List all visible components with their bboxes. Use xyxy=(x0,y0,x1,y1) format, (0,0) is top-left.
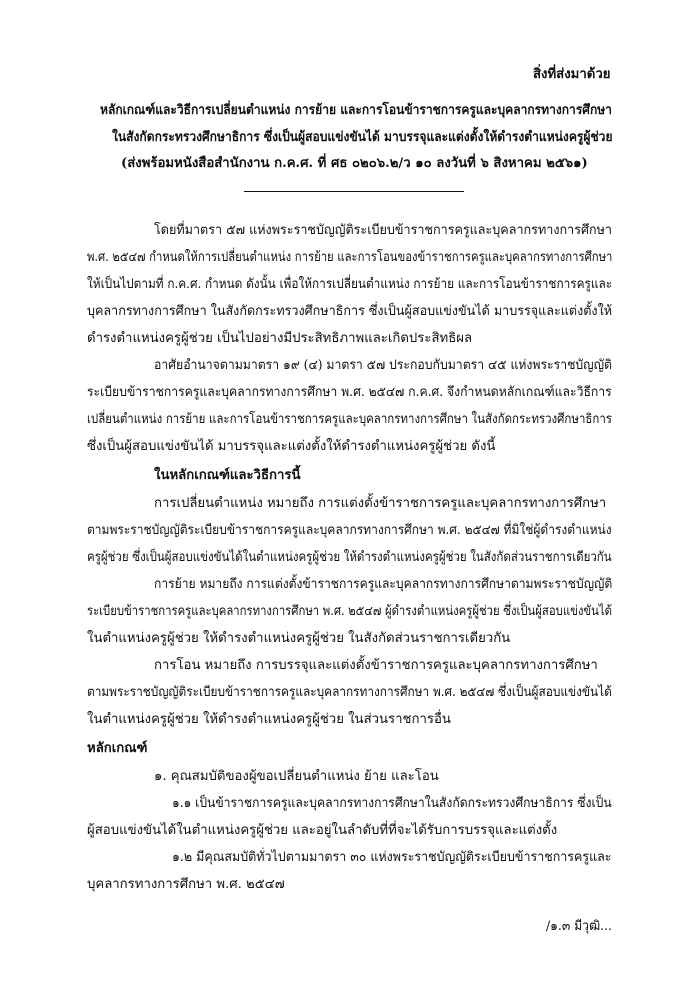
paragraph-2-line-3: เปลี่ยนตำแหน่ง การย้าย และการโอนข้าราชการครูและบุคลากรทางการศึกษา ในสังกัดกระทรวงศึกษาธิการ xyxy=(87,412,612,427)
paragraph-1-line-5: ดำรงตำแหน่งครูผู้ช่วย เป็นไปอย่างมีประสิทธิภาพและเกิดประสิทธิผล xyxy=(87,331,473,346)
paragraph-1-line-1: โดยที่มาตรา ๕๗ แห่งพระราชบัญญัติระเบียบข้าราชการครูและบุคลากรทางการศึกษา xyxy=(154,223,613,238)
attachment-label: สิ่งที่ส่งมาด้วย xyxy=(533,67,611,82)
definition-3-line-1: การโอน หมายถึง การบรรจุและแต่งตั้งข้าราชการครูและบุคลากรทางการศึกษา xyxy=(154,658,598,673)
definition-2-line-1: การย้าย หมายถึง การแต่งตั้งข้าราชการครูและบุคลากรทางการศึกษาตามพระราชบัญญัติ xyxy=(154,577,613,592)
definition-1-line-2: ตามพระราชบัญญัติระเบียบข้าราชการครูและบุคลากรทางการศึกษา พ.ศ. ๒๕๔๗ ที่มิใช่ผู้ดำรงตำแหน่ง xyxy=(87,523,612,538)
paragraph-1-line-4: บุคลากรทางการศึกษา ในสังกัดกระทรวงศึกษาธิการ ซึ่งเป็นผู้สอบแข่งขันได้ มาบรรจุและแต่งตั้งให้ xyxy=(87,304,613,319)
definition-2-line-3: ในตำแหน่งครูผู้ช่วย ให้ดำรงตำแหน่งครูผู้ช่วย ในสังกัดส่วนราชการเดียวกัน xyxy=(87,631,511,646)
document-reference-line: (ส่งพร้อมหนังสือสำนักงาน ก.ค.ศ. ที่ ศธ ๐๒๐๖.๒/ว ๑๐ ลงวันที่ ๖ สิงหาคม ๒๕๖๑) xyxy=(121,156,588,171)
paragraph-2-line-2: ระเบียบข้าราชการครูและบุคลากรทางการศึกษา พ.ศ. ๒๕๔๗ ก.ค.ศ. จึงกำหนดหลักเกณฑ์และวิธีการ xyxy=(87,385,612,400)
criteria-item-1-1-line-1: ๑.๑ เป็นข้าราชการครูและบุคลากรทางการศึกษาในสังกัดกระทรวงศึกษาธิการ ซึ่งเป็น xyxy=(172,796,612,811)
paragraph-1-line-2: พ.ศ. ๒๕๔๗ กำหนดให้การเปลี่ยนตำแหน่ง การย้าย และการโอนของข้าราชการครูและบุคลากรทางการศึกษา xyxy=(87,250,613,265)
definition-1-line-3: ครูผู้ช่วย ซึ่งเป็นผู้สอบแข่งขันได้ในตำแหน่งครูผู้ช่วย ให้ดำรงตำแหน่งครูผู้ช่วย ในสังกัดส่วนราชการเดียวกัน xyxy=(87,550,612,565)
criteria-item-1-2-line-1: ๑.๒ มีคุณสมบัติทั่วไปตามมาตรา ๓๐ แห่งพระราชบัญญัติระเบียบข้าราชการครูและ xyxy=(172,850,612,865)
definitions-heading: ในหลักเกณฑ์และวิธีการนี้ xyxy=(154,468,301,483)
criteria-heading: หลักเกณฑ์ xyxy=(87,741,148,756)
title-divider xyxy=(244,191,464,192)
criteria-item-1-2-line-2: บุคลากรทางการศึกษา พ.ศ. ๒๕๔๗ xyxy=(87,877,285,892)
definition-1-line-1: การเปลี่ยนตำแหน่ง หมายถึง การแต่งตั้งข้าราชการครูและบุคลากรทางการศึกษา xyxy=(154,496,607,511)
criteria-item-1: ๑. คุณสมบัติของผู้ขอเปลี่ยนตำแหน่ง ย้าย และโอน xyxy=(154,769,439,784)
continuation-marker: /๑.๓ มีวุฒิ... xyxy=(546,919,612,934)
paragraph-1-line-3: ให้เป็นไปตามที่ ก.ค.ศ. กำหนด ดังนั้น เพื่อให้การเปลี่ยนตำแหน่ง การย้าย และการโอนข้าราชการครูและ xyxy=(87,277,613,292)
definition-3-line-3: ในตำแหน่งครูผู้ช่วย ให้ดำรงตำแหน่งครูผู้ช่วย ในส่วนราชการอื่น xyxy=(87,712,451,727)
paragraph-2-line-4: ซึ่งเป็นผู้สอบแข่งขันได้ มาบรรจุและแต่งตั้งให้ดำรงตำแหน่งครูผู้ช่วย ดังนี้ xyxy=(87,439,496,454)
criteria-item-1-1-line-2: ผู้สอบแข่งขันได้ในตำแหน่งครูผู้ช่วย และอยู่ในลำดับที่ที่จะได้รับการบรรจุและแต่งตั้ง xyxy=(87,823,558,838)
paragraph-2-line-1: อาศัยอำนาจตามมาตรา ๑๙ (๔) มาตรา ๕๗ ประกอบกับมาตรา ๔๕ แห่งพระราชบัญญัติ xyxy=(154,358,613,373)
definition-2-line-2: ระเบียบข้าราชการครูและบุคลากรทางการศึกษา พ.ศ. ๒๕๔๗ ผู้ดำรงตำแหน่งครูผู้ช่วย ซึ่งเป็นผู้สอบแข่งขันได้ xyxy=(87,604,612,619)
document-title-line-1: หลักเกณฑ์และวิธีการเปลี่ยนตำแหน่ง การย้าย และการโอนข้าราชการครูและบุคลากรทางการศึกษา xyxy=(100,103,612,118)
document-title-line-2: ในสังกัดกระทรวงศึกษาธิการ ซึ่งเป็นผู้สอบแข่งขันได้ มาบรรจุและแต่งตั้งให้ดำรงตำแหน่งครูผู้ช่วย xyxy=(112,130,613,145)
definition-3-line-2: ตามพระราชบัญญัติระเบียบข้าราชการครูและบุคลากรทางการศึกษา พ.ศ. ๒๕๔๗ ซึ่งเป็นผู้สอบแข่งขันได้ xyxy=(87,685,612,700)
